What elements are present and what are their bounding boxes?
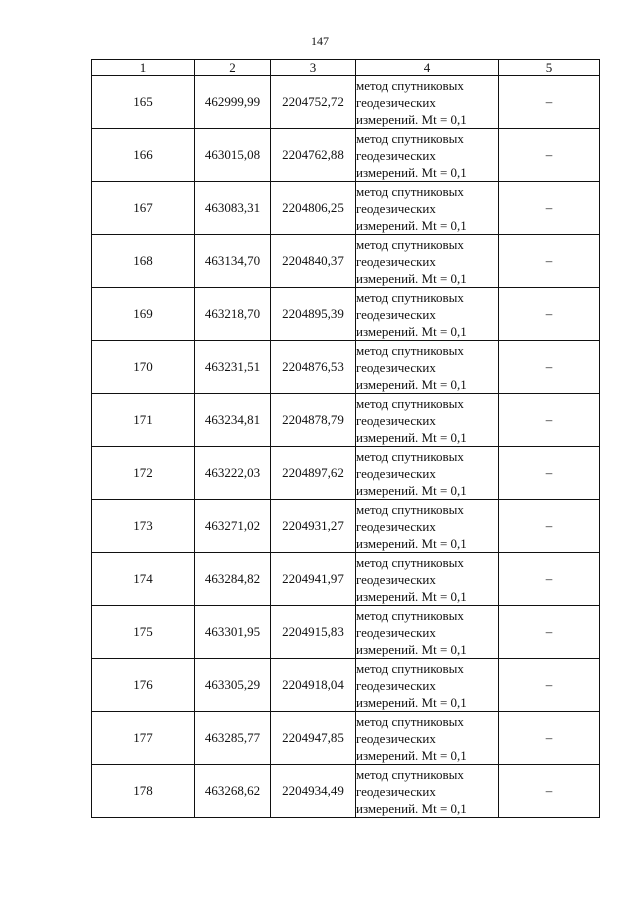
table-row — [92, 288, 600, 341]
method-line: метод спутниковых — [356, 501, 464, 517]
table-row — [92, 500, 600, 553]
column-5-value: – — [499, 394, 600, 447]
method-line: измерений. Mt = 0,1 — [356, 323, 467, 339]
method-description — [356, 765, 499, 818]
method-line: геодезических — [356, 465, 436, 481]
column-5-value: – — [499, 659, 600, 712]
method-line: измерений. Mt = 0,1 — [356, 429, 467, 445]
method-line: измерений. Mt = 0,1 — [356, 111, 467, 127]
point-number: 177 — [92, 712, 195, 765]
method-description — [356, 659, 499, 712]
method-description — [356, 553, 499, 606]
coordinate-x: 463083,31 — [195, 182, 271, 235]
coordinate-y: 2204878,79 — [271, 394, 356, 447]
column-5-value: – — [499, 712, 600, 765]
coordinate-y: 2204941,97 — [271, 553, 356, 606]
column-5-value: – — [499, 235, 600, 288]
method-line: измерений. Mt = 0,1 — [356, 217, 467, 233]
point-number: 178 — [92, 765, 195, 818]
point-number: 172 — [92, 447, 195, 500]
point-number: 166 — [92, 129, 195, 182]
method-line: геодезических — [356, 147, 436, 163]
coordinate-x: 463134,70 — [195, 235, 271, 288]
point-number: 173 — [92, 500, 195, 553]
point-number: 171 — [92, 394, 195, 447]
method-description — [356, 606, 499, 659]
method-line: измерений. Mt = 0,1 — [356, 164, 467, 180]
table-row — [92, 712, 600, 765]
coordinate-y: 2204947,85 — [271, 712, 356, 765]
column-5-value: – — [499, 341, 600, 394]
col-header-5: 5 — [499, 60, 600, 76]
method-line: метод спутниковых — [356, 236, 464, 252]
coordinate-x: 463218,70 — [195, 288, 271, 341]
point-number: 165 — [92, 76, 195, 129]
method-description — [356, 500, 499, 553]
method-line: геодезических — [356, 306, 436, 322]
method-description — [356, 129, 499, 182]
method-line: измерений. Mt = 0,1 — [356, 694, 467, 710]
coordinate-y: 2204806,25 — [271, 182, 356, 235]
coordinate-y: 2204918,04 — [271, 659, 356, 712]
method-line: геодезических — [356, 253, 436, 269]
method-description — [356, 712, 499, 765]
point-number: 175 — [92, 606, 195, 659]
coordinate-y: 2204931,27 — [271, 500, 356, 553]
method-line: метод спутниковых — [356, 660, 464, 676]
coordinate-x: 463268,62 — [195, 765, 271, 818]
table-row — [92, 341, 600, 394]
column-5-value: – — [499, 606, 600, 659]
method-line: измерений. Mt = 0,1 — [356, 482, 467, 498]
column-5-value: – — [499, 765, 600, 818]
method-line: геодезических — [356, 624, 436, 640]
method-line: метод спутниковых — [356, 395, 464, 411]
column-5-value: – — [499, 553, 600, 606]
method-line: метод спутниковых — [356, 289, 464, 305]
method-line: геодезических — [356, 783, 436, 799]
coordinate-x: 463015,08 — [195, 129, 271, 182]
table-row — [92, 182, 600, 235]
coordinate-x: 463222,03 — [195, 447, 271, 500]
method-line: измерений. Mt = 0,1 — [356, 800, 467, 816]
table-row — [92, 129, 600, 182]
coordinate-x: 463234,81 — [195, 394, 271, 447]
column-5-value: – — [499, 76, 600, 129]
col-header-3: 3 — [271, 60, 356, 76]
method-description — [356, 182, 499, 235]
method-line: метод спутниковых — [356, 448, 464, 464]
method-line: метод спутниковых — [356, 554, 464, 570]
coordinate-y: 2204876,53 — [271, 341, 356, 394]
column-5-value: – — [499, 288, 600, 341]
table-row — [92, 394, 600, 447]
point-number: 168 — [92, 235, 195, 288]
coordinate-y: 2204752,72 — [271, 76, 356, 129]
method-line: геодезических — [356, 94, 436, 110]
table-row — [92, 235, 600, 288]
coordinate-y: 2204934,49 — [271, 765, 356, 818]
page-number: 147 — [311, 34, 329, 48]
method-line: геодезических — [356, 571, 436, 587]
coordinate-x: 463305,29 — [195, 659, 271, 712]
table-row — [92, 553, 600, 606]
coordinate-y: 2204762,88 — [271, 129, 356, 182]
method-line: геодезических — [356, 518, 436, 534]
method-line: геодезических — [356, 200, 436, 216]
method-description — [356, 235, 499, 288]
table-row — [92, 447, 600, 500]
point-number: 169 — [92, 288, 195, 341]
method-line: измерений. Mt = 0,1 — [356, 270, 467, 286]
col-header-2: 2 — [195, 60, 271, 76]
column-5-value: – — [499, 500, 600, 553]
coordinates-table — [91, 59, 600, 818]
method-line: геодезических — [356, 412, 436, 428]
column-5-value: – — [499, 447, 600, 500]
method-description — [356, 76, 499, 129]
coordinate-x: 463231,51 — [195, 341, 271, 394]
method-line: метод спутниковых — [356, 766, 464, 782]
method-line: метод спутниковых — [356, 183, 464, 199]
method-description — [356, 288, 499, 341]
table-row — [92, 765, 600, 818]
method-line: измерений. Mt = 0,1 — [356, 641, 467, 657]
method-line: метод спутниковых — [356, 342, 464, 358]
method-line: метод спутниковых — [356, 713, 464, 729]
method-line: метод спутниковых — [356, 130, 464, 146]
header-row — [92, 60, 600, 76]
table-row — [92, 76, 600, 129]
method-line: измерений. Mt = 0,1 — [356, 588, 467, 604]
method-description — [356, 394, 499, 447]
coordinate-y: 2204895,39 — [271, 288, 356, 341]
method-description — [356, 447, 499, 500]
method-line: измерений. Mt = 0,1 — [356, 376, 467, 392]
coordinate-x: 463285,77 — [195, 712, 271, 765]
point-number: 174 — [92, 553, 195, 606]
column-5-value: – — [499, 129, 600, 182]
method-line: геодезических — [356, 359, 436, 375]
method-line: метод спутниковых — [356, 607, 464, 623]
coordinate-x: 463301,95 — [195, 606, 271, 659]
method-line: геодезических — [356, 730, 436, 746]
table-row — [92, 659, 600, 712]
table-row — [92, 606, 600, 659]
point-number: 170 — [92, 341, 195, 394]
method-line: метод спутниковых — [356, 77, 464, 93]
coordinate-x: 462999,99 — [195, 76, 271, 129]
column-5-value: – — [499, 182, 600, 235]
method-line: измерений. Mt = 0,1 — [356, 747, 467, 763]
method-line: геодезических — [356, 677, 436, 693]
coordinate-y: 2204840,37 — [271, 235, 356, 288]
coordinate-x: 463284,82 — [195, 553, 271, 606]
col-header-1: 1 — [92, 60, 195, 76]
col-header-4: 4 — [356, 60, 499, 76]
coordinate-x: 463271,02 — [195, 500, 271, 553]
coordinate-y: 2204897,62 — [271, 447, 356, 500]
point-number: 176 — [92, 659, 195, 712]
method-description — [356, 341, 499, 394]
method-line: измерений. Mt = 0,1 — [356, 535, 467, 551]
coordinate-y: 2204915,83 — [271, 606, 356, 659]
point-number: 167 — [92, 182, 195, 235]
